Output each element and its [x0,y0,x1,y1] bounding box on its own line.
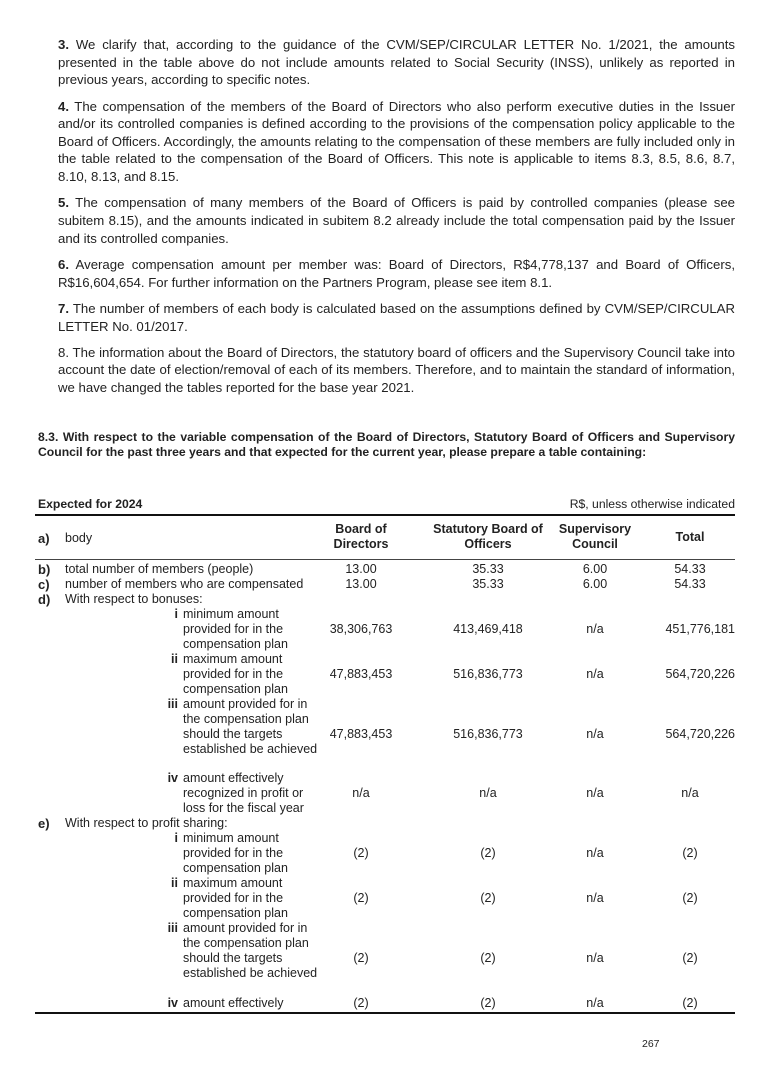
table-header-rule [35,559,735,560]
note-5: 5. The compensation of many members of the Board of Officers is paid by controlled companies (please see subitem 8.15), and the amounts indicated in subitem 8.2 already include the total compensation paid by the Issuer and its controlled companies. [58,195,735,246]
col-supervisory-council: Supervisory Council [558,522,632,551]
table-top-rule [35,514,735,516]
unit-note: R$, unless otherwise indicated [569,497,735,511]
section-heading-8-3: 8.3. With respect to the variable compensation of the Board of Directors, Statutory Board of Officers and Supervisory Council for the past three years and that expected for the current year, please prepare a table containing: [38,430,735,459]
col-total: Total [675,530,705,544]
footnotes [58,36,735,405]
note-8: 8. The information about the Board of Directors, the statutory board of officers and the Supervisory Council take into account the date of election/removal of each of its members. Therefore, and to maintain the standard of information, we have changed the tables reported for the base year 2021. [58,344,735,396]
table-bottom-rule [35,1012,735,1014]
page-number: 267 [642,1038,660,1050]
note-7: 7. The number of members of each body is calculated based on the assumptions defined by CVM/SEP/CIRCULAR LETTER No. 01/2017. [58,300,735,334]
note-3: 3. We clarify that, according to the guidance of the CVM/SEP/CIRCULAR LETTER No. 1/2021, the amounts presented in the table above do not include amounts related to Social Security (INSS), unlikely as reported in previous years, according to specific notes. [58,37,735,88]
col-board-of-directors: Board of Directors [333,522,389,551]
table-title: Expected for 2024 [38,497,143,511]
note-4: 4. The compensation of the members of the Board of Directors who also perform executive duties in the Issuer and/or its controlled companies is defined according to the provisions of the compensation policy applicable to the Board of Officers. Accordingly, the amounts relating to the compensation of these members are fully included only in the table related to the compensation of the Board of Officers. This note is applicable to items 8.3, 8.5, 8.6, 8.7, 8.10, 8.13, and 8.15. [58,98,735,184]
col-statutory-board: Statutory Board of Officers [433,522,543,551]
note-6: 6. Average compensation amount per member was: Board of Directors, R$4,778,137 and Board of Officers, R$16,604,654. For further information on the Partners Program, please see item 8.1. [58,256,735,290]
